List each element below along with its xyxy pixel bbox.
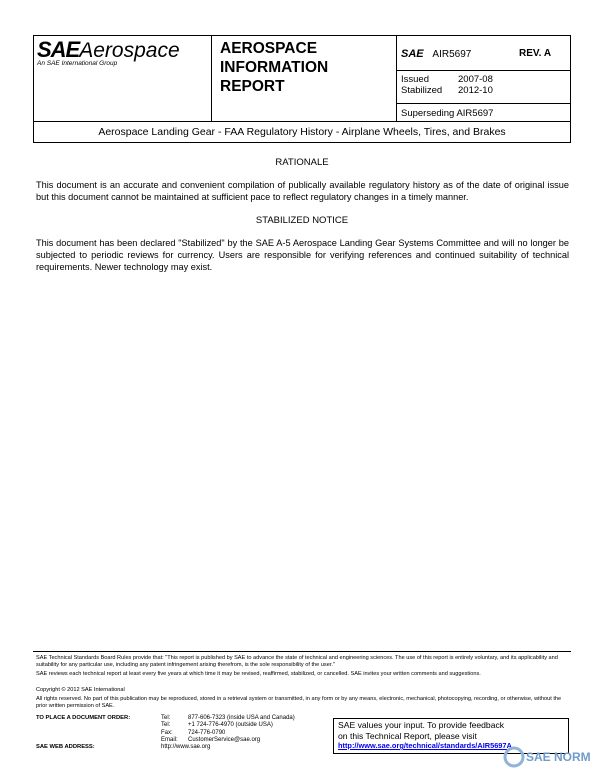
tel-value: 877-606-7323 (inside USA and Canada) [188,715,295,721]
dates-block [401,74,493,96]
footer-rights: All rights reserved. No part of this publication may be reproduced, stored in a retrieval system or transmitted, in any form or by any means, electronic, mechanical, photocopying, recording, or otherwise, without the prior written permission of SAE. [36,696,562,710]
tel2-label: Tel: [161,722,171,729]
rationale-text: This document is an accurate and convenient compilation of publically available regulatory history as of the date of original issue but this document cannot be maintained at sufficient pace to reflect regulatory changes in a timely manner. [36,180,569,202]
tel-label: Tel: [161,715,171,721]
logo-sae-text: SAE [37,37,80,62]
rationale-heading: RATIONALE [275,157,329,168]
stabilized-notice-heading: STABILIZED NOTICE [255,215,349,226]
header-divider-2 [396,35,397,121]
logo-aerospace-text: Aerospace [79,39,180,62]
header-divider-1 [211,35,212,121]
stamp-text: SAE NORM [526,750,590,764]
order-label: TO PLACE A DOCUMENT ORDER: [36,715,131,721]
feedback-line-2: on this Technical Report, please visit [338,730,477,741]
feedback-line-1: SAE values your input. To provide feedback [338,720,505,730]
sae-aerospace-logo [37,37,209,67]
header-hline-2 [396,103,571,104]
superseding: Superseding AIR5697 [401,108,494,119]
fax-label: Fax: [161,729,173,736]
stabilized-label: Stabilized [401,85,443,96]
report-type-line-1: AEROSPACE [220,40,318,57]
footer-divider [33,651,571,652]
report-type-line-2: INFORMATION [220,59,329,76]
order-info [36,715,326,751]
email-link[interactable]: CustomerService@sae.org [188,736,261,743]
document-number-block [401,48,471,60]
issued-label: Issued [401,74,429,85]
report-type [220,39,328,96]
document-number: AIR5697 [432,49,472,60]
report-type-line-3: REPORT [220,78,285,95]
stabilized-notice-text: This document has been declared "Stabilized" by the SAE A-5 Aerospace Landing Gear Systems Committee and will no longer be subjected to periodic reviews for currency. Users are responsible for verifying references and continued suitability of technical requirements. Newer technology may exist. [36,238,569,272]
document-title: Aerospace Landing Gear - FAA Regulatory History - Airplane Wheels, Tires, and Brakes [33,121,571,143]
revision: REV. A [519,48,552,59]
footer-rules: SAE Technical Standards Board Rules provide that: "This report is published by SAE to advance the state of technical and engineering sciences. The use of this report is entirely voluntary, and its applicability and suitability for any particular use, including any patent infringement arising therefrom, is the sole responsibility of the user." [36,655,558,669]
logo-tagline: An SAE International Group [37,60,118,67]
doc-logo-mark: SAE [401,48,424,60]
header-hline-1 [396,70,571,71]
web-address-label: SAE WEB ADDRESS: [36,744,95,751]
feedback-link[interactable]: http://www.sae.org/technical/standards/AIR5697A [338,741,512,750]
stabilized-value: 2012-10 [458,85,493,96]
fax-value: 724-776-0790 [188,729,226,736]
tel2-value: +1 724-776-4970 (outside USA) [188,722,273,729]
footer-copyright: Copyright © 2012 SAE International [36,687,125,693]
footer-review: SAE reviews each technical report at least every five years at which time it may be revised, reaffirmed, stabilized, or cancelled. SAE invites your written comments and suggestions. [36,671,481,677]
sae-norm-watermark-icon [500,740,590,770]
email-label: Email: [161,736,178,743]
issued-value: 2007-08 [458,74,493,85]
web-address-link[interactable]: http://www.sae.org [161,744,211,751]
